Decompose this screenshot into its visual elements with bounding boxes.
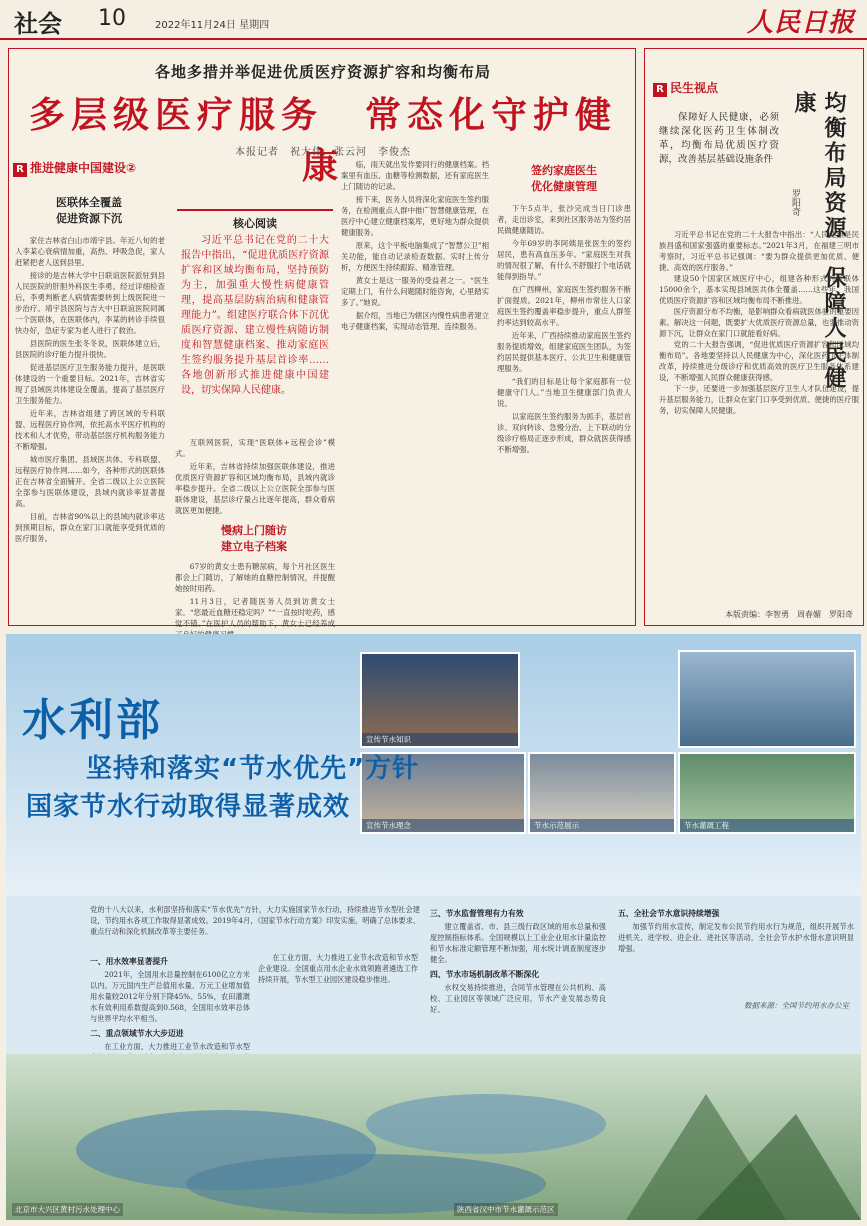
commentary-sidebar (644, 48, 864, 626)
paragraph: 2021年，全国用水总量控制在6100亿立方米以内。万元国内生产总值用水量、万元工业增加值用水量较2012年分别下降45%、55%，农田灌溉水有效利用系数提高到0.568，全国用水效率总体与世界平均水平相当。 (90, 970, 250, 1023)
page-editors: 本版责编：李智勇 周春媚 罗阳奇 (725, 610, 853, 619)
page-number: 10 (98, 6, 126, 31)
paragraph: 今年69岁的李阿姨是张医生的签约居民，患有高血压多年。“家庭医生对我的情况很了解，有什么不舒服打个电话就能得到指导。” (497, 239, 631, 281)
ad-bottom-photo (6, 1054, 861, 1220)
paragraph: 水权交易持续推进，合同节水管理在公共机构、高校、工业园区等领域广泛应用，节水产业发展态势良好。 (430, 983, 606, 1014)
col2-text-b (175, 561, 335, 628)
ad-col4 (618, 904, 854, 1000)
main-article (8, 48, 636, 626)
sidebar-tag (653, 79, 718, 97)
ad-photo-exhibit (528, 752, 676, 834)
paragraph: 接下来，医务人员将深化家庭医生签约服务，在检测重点人群中推广智慧健康管理，在医疗中心建立健康档案库，更好地为群众提供健康服务。 (341, 195, 489, 237)
ad-col2 (258, 952, 418, 1054)
ad-credit: 数据来源：全国节约用水办公室 (744, 1001, 849, 1010)
col2-text (175, 437, 335, 517)
paragraph: 目前，吉林省90%以上的县域内就诊率达到预期目标，群众在家门口就能享受到优质的医疗服务。 (15, 512, 165, 543)
sidebar-author: 罗阳奇 (790, 189, 800, 216)
article-headline: 多层级医疗服务 常态化守护健康 (28, 94, 617, 187)
sidebar-lead: 保障好人民健康，必须继续深化医药卫生体制改革，均衡布局优质医疗资源，改善基层基础设施条件 (659, 112, 779, 165)
paragraph: 据介绍，当地已为辖区内慢性病患者建立电子健康档案，实现动态管理、连续服务。 (341, 311, 489, 331)
col4-text (497, 203, 631, 623)
col3-text (341, 159, 489, 623)
sidebar-tag-label: 民生视点 (670, 81, 719, 95)
page-header (0, 0, 867, 40)
paragraph: 在广西柳州，家庭医生签约服务不断扩面提质。2021年，柳州市常住人口家庭医生签约覆盖率稳步提升，重点人群签约率达到较高水平。 (497, 285, 631, 327)
col1-subhead: 医联体全覆盖 促进资源下沉 (56, 196, 122, 225)
paragraph: 11月3日，记者随医务人员到访黄女士家。“您最近血糖还稳定吗？”“一直按时吃药，感觉不错。”在医护人员的帮助下，黄女士已经养成 (175, 597, 335, 628)
sidebar-body (659, 229, 859, 599)
core-reading-box (177, 209, 333, 431)
photo-caption: 宣传节水知识 (362, 733, 518, 746)
ad-photo-irrigation (678, 752, 856, 834)
masthead-logo: 人民日报 (746, 8, 855, 38)
core-reading-title: 核心阅读 (233, 217, 277, 230)
ad-photo-conference (360, 652, 520, 748)
col4-subhead: 签约家庭医生 优化健康管理 (531, 164, 597, 193)
paragraph: 加强节约用水宣传，制定发布公民节约用水行为规范，组织开展节水进机关、进学校、进企业、进社区等活动，全社会节水护水惜水意识明显增强。 (618, 922, 854, 953)
ad-photo-pipes (678, 650, 856, 748)
paragraph: 建立覆盖省、市、县三级行政区域的用水总量和强度控制指标体系。全国规模以上工业企业用水计量监控和节水标准定额管理不断加强，用水统计调查制度逐步健全。 (430, 922, 606, 964)
article-kicker: 各地多措并举促进优质医疗资源扩容和均衡布局 (154, 63, 491, 81)
paragraph: 在工业方面，大力推进工业节水改造和节水型 (104, 1042, 250, 1051)
paragraph: 以家庭医生签约服务为抓手，基层首诊、双向转诊、急慢分治、上下联动的分级诊疗格局正逐步形成，群众就医获得感不断增强。 (497, 412, 631, 454)
paragraph: 县医院的医生张冬冬说，医联体建立后，县医院的诊疗能力提升很快。 (15, 339, 165, 359)
article-byline: 本报记者 祝大伟 张云河 李俊杰 (235, 147, 411, 158)
ad-section-heading: 四、节水市场机制改革不断深化 (430, 970, 540, 979)
paragraph: 下午5点半，张沙完成当日门诊患者，走出诊室，来到社区服务站为签约居民做健康随访。 (497, 204, 631, 235)
col1-text (15, 235, 165, 623)
series-logo-icon: R (13, 163, 27, 177)
bottom-caption-right: 陕西省汉中市节水灌溉示范区 (454, 1203, 558, 1216)
paragraph: 原来，这个平板电脑集成了“智慧公卫”相关功能，能自动记录检查数据、实时上传分析，方便医生持续跟踪、精准管理。 (341, 241, 489, 272)
ad-section-heading: 三、节水监督管理有力有效 (430, 909, 524, 918)
sidebar-logo-icon: R (653, 83, 667, 97)
paragraph: 城市医疗集团、县域医共体、专科联盟、远程医疗协作网……如今，各种形式的医联体正在吉林省全面铺开。全省二级以上公立医院全部参与医联体建设，县域内就诊率显著提高。 (15, 455, 165, 508)
ad-section-heading: 一、用水效率显著提升 (90, 957, 168, 966)
ad-subtitle-2: 国家节水行动取得显著成效 (26, 792, 351, 822)
paragraph: 家住吉林省白山市靖宇县。年近八旬的老人李某心衰病情加重，高热、呼吸急促，家人赶紧把老人送到县里。 (15, 236, 165, 267)
series-tag-label: 推进健康中国建设② (30, 161, 137, 175)
ad-section-heading: 五、全社会节水意识持续增强 (618, 909, 720, 918)
series-tag (13, 159, 136, 177)
col2-subhead: 慢病上门随访 建立电子档案 (221, 524, 287, 553)
ad-title: 水利部 (22, 695, 163, 746)
photo-caption: 节水灌溉工程 (680, 819, 854, 832)
photo-caption: 宣传节水理念 (362, 819, 524, 832)
paragraph: 习近平总书记在党的二十大报告中指出：“人民健康是民族昌盛和国家强盛的重要标志。”2021年3月，在福建三明市考察时，习近平总书记强调：“要为群众提供更加优质、便捷、高效的医疗服务。” (659, 230, 859, 272)
ad-col3 (430, 904, 606, 1054)
paragraph: 促进基层医疗卫生服务能力提升，是医联体建设的一个重要目标。2021年，吉林省实现了县域医共体建设全覆盖，提高了基层医疗卫生服务能力。 (15, 363, 165, 405)
section-name: 社会 (14, 10, 62, 38)
paragraph: 临，雨天就出发作要同行的健康档案。档案里有血压、血糖等检测数据，还有家庭医生上门随访的记录。 (341, 160, 489, 191)
paragraph: 在工业方面，大力推进工业节水改造和节水型企业建设。全国重点用水企业水效领跑者遴选工作持续开展，节水型工业园区建设稳步推进。 (258, 953, 418, 984)
paragraph: 67岁的黄女士患有糖尿病，每个月社区医生都会上门随访，了解她的血糖控制情况，并提醒她按时用药。 (175, 562, 335, 593)
paragraph: 黄女士是这一服务的受益者之一。“医生定期上门，有什么问题随时能咨询，心里踏实多了。”她说。 (341, 276, 489, 307)
ad-col1 (90, 952, 250, 1054)
issue-date: 2022年11月24日 星期四 (155, 20, 270, 31)
photo-caption: 节水示范展示 (530, 819, 674, 832)
paragraph: 互联网医院，实现“医联体+远程会诊”模式。 (175, 438, 335, 458)
paragraph: 下一步，还要进一步加强基层医疗卫生人才队伍建设，提升基层服务能力，让群众在家门口享受到优质、便捷的医疗服务，切实保障人民健康。 (659, 384, 859, 415)
paragraph: 近年来，吉林省持续加强医联体建设，推进优质医疗资源扩容和区域均衡布局，县域内就诊率稳步提升。全省二级以上公立医院全部参与医联体建设，基层诊疗量占比逐年提高，群众看病就医更加便捷。 (175, 462, 335, 515)
ad-subtitle-1: 坚持和落实“节水优先”方针 (86, 754, 420, 784)
paragraph: 建设50个国家区域医疗中心，组建各种形式的医联体15000余个，基本实现县域医共体全覆盖……这些年，我国优质医疗资源扩容和区域均衡布局不断推进。 (659, 274, 859, 305)
core-reading-text: 习近平总书记在党的二十大报告中指出，“促进优质医疗资源扩容和区域均衡布局，坚持预防为主，加强重大慢性病健康管理，提高基层防病治病和健康管理能力”。组建医疗联合体下沉优质医疗资源、建立慢性病随访制度和智慧健康档案、推动家庭医生签约服务提升基层首诊率……各地创新形式推进健康中国建设，切实保障人民健康。 (181, 235, 329, 396)
paragraph: 医疗资源分布不均衡，是影响群众看病就医体验的重要因素。解决这一问题，既要扩大优质医疗资源总量，也要推动资源下沉，让群众在家门口就能看好病。 (659, 307, 859, 338)
paragraph: 近年来，吉林省组建了跨区域的专科联盟、远程医疗协作网，依托高水平医疗机构的技术和人才优势，带动基层医疗机构服务能力不断增强。 (15, 409, 165, 451)
paragraph: 党的二十大报告强调，“促进优质医疗资源扩容和区域均衡布局”。各地要坚持以人民健康为中心，深化医药卫生体制改革，持续推进分级诊疗和优质高效的医疗卫生服务体系建设，不断增强人民群众健康获得感。 (659, 340, 859, 382)
advertorial (6, 634, 861, 1220)
ad-section-heading: 二、重点领域节水大步迈进 (90, 1029, 184, 1038)
paragraph: 近年来，广西持续推动家庭医生签约服务提质增效，组建家庭医生团队，为签约居民提供基本医疗、公共卫生和健康管理服务。 (497, 331, 631, 373)
treatment-plant-illustration (6, 1054, 861, 1220)
bottom-caption-left: 北京市大兴区黄村污水处理中心 (12, 1203, 123, 1216)
sidebar-vertical-title: 均衡布局资源 保障人民健康 (791, 91, 847, 391)
ad-lead-text: 党的十八大以来，水利部坚持和落实“节水优先”方针，大力实施国家节水行动，持续推进节水型社会建设，节约用水各项工作取得显著成效。2019年4月，《国家节水行动方案》印发实施，明确了总体要求、重点行动和深化机制改革等主要任务。 (90, 905, 420, 936)
paragraph: 接诊的是吉林大学中日联谊医院派驻到县人民医院的肝胆外科医生李勇。经过详细检查后，李勇判断老人病情需要转到上级医院进一步治疗。靖宇县医院与吉大中日联谊医院同属一个医联体，在医联体内，李某的转诊手续很快办好，急症专家为老人进行了救治。 (15, 271, 165, 335)
paragraph: “我们的目标是让每个家庭都有一位健康守门人。”当地卫生健康部门负责人说。 (497, 377, 631, 408)
